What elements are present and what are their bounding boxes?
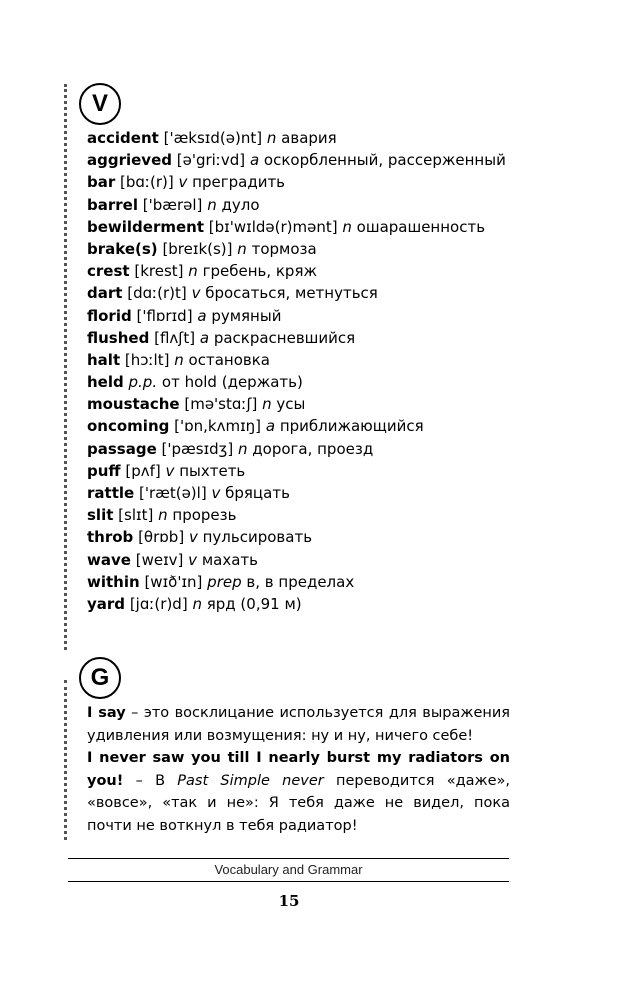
- vocab-translation: прорезь: [172, 506, 237, 525]
- vocab-part-of-speech: a: [249, 151, 260, 170]
- vocab-word: bar: [87, 173, 116, 192]
- vocab-transcription: [slɪt]: [118, 506, 154, 525]
- vocab-translation: усы: [276, 395, 306, 414]
- vocab-entry: [87, 194, 527, 216]
- vocab-entry: [87, 438, 527, 460]
- vocab-transcription: ['flɒrɪd]: [136, 306, 193, 325]
- vocab-word: accident: [87, 129, 159, 147]
- vocab-word: bewilderment: [87, 217, 205, 236]
- vocab-entry: [87, 260, 527, 282]
- vocab-translation: от hold (держать): [161, 373, 303, 392]
- section-g-badge: [79, 657, 121, 699]
- vocab-translation: ярд (0,91 м): [206, 594, 302, 613]
- vocab-translation: преградить: [192, 173, 286, 192]
- grammar-phrase: I never saw you till I nearly burst my radiators on you!: [87, 750, 510, 789]
- vocab-transcription: [dɑː(r)t]: [127, 284, 187, 303]
- vocab-transcription: ['ræt(ə)l]: [138, 484, 207, 502]
- grammar-note: [87, 702, 510, 747]
- vocab-translation: авария: [281, 129, 337, 147]
- vocab-word: held: [87, 373, 124, 392]
- footer-label: Vocabulary and Grammar: [214, 862, 363, 877]
- vocab-word: flushed: [87, 328, 150, 347]
- vocab-entry: [87, 282, 527, 304]
- vocab-part-of-speech: v: [165, 461, 175, 480]
- vocab-entry: [87, 593, 527, 615]
- dotted-margin-line: [64, 84, 67, 650]
- vocab-translation: дуло: [221, 195, 260, 214]
- grammar-explanation: – В: [123, 772, 178, 789]
- vocab-word: dart: [87, 284, 123, 303]
- vocab-word: crest: [87, 262, 130, 281]
- vocab-entry: [87, 526, 527, 548]
- vocab-transcription: ['ɒn,kʌmɪŋ]: [174, 417, 262, 436]
- vocab-translation: приближающийся: [279, 417, 424, 436]
- section-v-letter: V: [91, 90, 108, 117]
- vocab-entry: [87, 216, 527, 238]
- vocabulary-list: [87, 127, 527, 615]
- grammar-phrase: I say: [87, 705, 126, 721]
- vocab-word: puff: [87, 461, 121, 480]
- vocab-entry: [87, 549, 527, 571]
- vocab-entry: [87, 349, 527, 371]
- vocab-word: within: [87, 572, 140, 591]
- vocab-translation: бросаться, метнуться: [205, 284, 378, 303]
- vocab-transcription: [krest]: [134, 262, 184, 281]
- vocab-part-of-speech: p.p.: [128, 373, 158, 392]
- dotted-margin-line: [64, 680, 67, 840]
- vocab-transcription: [bɪ'wɪldə(r)mənt]: [208, 217, 338, 236]
- vocab-part-of-speech: v: [191, 284, 201, 303]
- vocab-transcription: [hɔːlt]: [124, 350, 170, 369]
- vocab-entry: [87, 127, 527, 149]
- vocab-transcription: ['æksɪd(ə)nt]: [163, 129, 263, 147]
- vocab-translation: пыхтеть: [179, 461, 246, 480]
- vocab-entry: [87, 149, 527, 171]
- vocab-transcription: [wɪð'ɪn]: [144, 572, 203, 591]
- vocab-transcription: [θrɒb]: [138, 528, 185, 547]
- vocab-translation: гребень, кряж: [202, 262, 317, 281]
- vocab-word: florid: [87, 306, 132, 325]
- vocab-entry: [87, 393, 527, 415]
- vocab-part-of-speech: n: [237, 439, 248, 458]
- vocab-translation: раскрасневшийся: [213, 328, 356, 347]
- vocab-word: oncoming: [87, 417, 170, 436]
- vocab-part-of-speech: n: [174, 350, 184, 369]
- vocab-entry: [87, 460, 527, 482]
- vocab-part-of-speech: n: [207, 195, 217, 214]
- vocab-word: halt: [87, 350, 121, 369]
- grammar-note: [87, 747, 510, 837]
- vocab-word: wave: [87, 550, 131, 569]
- grammar-explanation: переводится «даже», «вовсе», «так и не»: Я тебя даже не видел, пока почти не воткнул в тебя радиатор!: [87, 772, 510, 834]
- vocab-entry: [87, 238, 527, 260]
- vocab-transcription: [bɑː(r)]: [120, 173, 174, 192]
- vocab-word: yard: [87, 594, 126, 613]
- vocab-part-of-speech: n: [158, 506, 168, 525]
- vocab-translation: остановка: [188, 350, 270, 369]
- vocab-part-of-speech: n: [188, 262, 198, 281]
- vocab-word: brake(s): [87, 239, 158, 258]
- vocab-transcription: ['bærəl]: [142, 195, 203, 214]
- vocab-part-of-speech: n: [342, 217, 352, 236]
- vocab-part-of-speech: prep: [207, 572, 242, 591]
- section-g-letter: G: [90, 664, 110, 691]
- vocab-word: moustache: [87, 395, 180, 414]
- vocab-entry: [87, 482, 527, 504]
- vocab-entry: [87, 305, 527, 327]
- vocab-translation: дорога, проезд: [252, 439, 374, 458]
- vocab-part-of-speech: n: [192, 594, 202, 613]
- vocab-part-of-speech: v: [211, 484, 221, 502]
- vocab-transcription: ['pæsɪdʒ]: [161, 439, 234, 458]
- vocab-entry: [87, 571, 527, 593]
- vocab-translation: в, в пределах: [246, 572, 355, 591]
- vocab-translation: махать: [201, 550, 258, 569]
- grammar-notes: [87, 702, 510, 837]
- vocab-translation: бряцать: [225, 484, 290, 502]
- vocab-part-of-speech: a: [197, 306, 207, 325]
- vocab-part-of-speech: v: [188, 528, 198, 547]
- vocab-translation: оскорбленный, рассерженный: [263, 151, 506, 170]
- vocab-word: slit: [87, 506, 114, 525]
- vocab-part-of-speech: a: [199, 328, 210, 347]
- vocab-word: rattle: [87, 484, 135, 502]
- vocab-transcription: [ə'griːvd]: [176, 151, 246, 170]
- vocab-part-of-speech: n: [266, 129, 277, 147]
- vocab-entry: [87, 327, 527, 349]
- vocab-translation: тормоза: [251, 239, 317, 258]
- footer-rule-top: [68, 858, 509, 859]
- vocab-transcription: [jɑː(r)d]: [129, 594, 188, 613]
- grammar-explanation: – это восклицание используется для выражения удивления или возмущения: ну и ну, ничего себе!: [87, 705, 510, 744]
- vocab-word: passage: [87, 439, 157, 458]
- vocab-part-of-speech: n: [262, 395, 272, 414]
- vocab-entry: [87, 504, 527, 526]
- vocab-translation: ошарашенность: [356, 217, 486, 236]
- grammar-term: Past Simple never: [177, 772, 324, 789]
- page-number: 15: [278, 892, 300, 910]
- footer-rule-bottom: [68, 881, 509, 882]
- vocab-part-of-speech: v: [178, 173, 188, 192]
- vocab-entry: [87, 171, 527, 193]
- vocab-entry: [87, 415, 527, 437]
- vocab-transcription: [mə'stɑːʃ]: [184, 395, 258, 414]
- section-v-badge: [79, 83, 121, 125]
- vocab-translation: румяный: [211, 306, 282, 325]
- vocab-word: throb: [87, 528, 134, 547]
- vocab-transcription: [flʌʃt]: [154, 328, 196, 347]
- vocab-word: barrel: [87, 195, 138, 214]
- vocab-transcription: [weɪv]: [135, 550, 184, 569]
- vocab-part-of-speech: a: [265, 417, 276, 436]
- vocab-entry: [87, 371, 527, 393]
- vocab-word: aggrieved: [87, 151, 172, 170]
- vocab-transcription: [pʌf]: [125, 461, 161, 480]
- vocab-transcription: [breɪk(s)]: [162, 239, 233, 258]
- vocab-translation: пульсировать: [202, 528, 313, 547]
- vocab-part-of-speech: n: [237, 239, 247, 258]
- vocab-part-of-speech: v: [188, 550, 198, 569]
